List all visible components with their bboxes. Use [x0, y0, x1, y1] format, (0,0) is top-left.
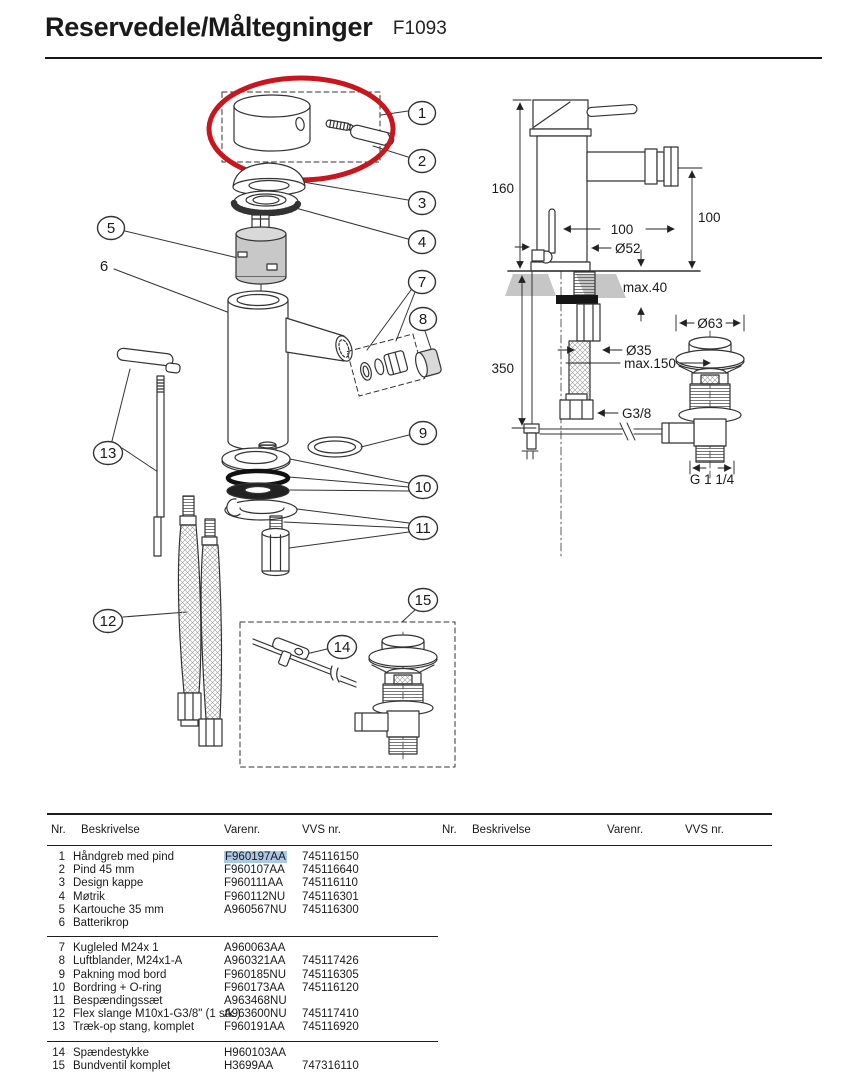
- cell-vvs: 745116301: [302, 890, 359, 903]
- col-header-nr: Nr.: [51, 824, 66, 836]
- svg-text:3: 3: [417, 195, 427, 212]
- cell-description: Luftblander, M24x1-A: [73, 955, 183, 968]
- svg-text:7: 7: [417, 274, 427, 291]
- cell-vvs: [302, 942, 438, 955]
- cell-description: Pind 45 mm: [73, 864, 135, 877]
- cell-vvs: 745117426: [302, 955, 359, 968]
- table-row: [51, 851, 438, 864]
- faucet-side-view: [508, 100, 700, 557]
- cell-vvs: 745116120: [302, 981, 359, 994]
- table-row: [51, 1008, 438, 1021]
- cell-description: Bundventil komplet: [73, 1059, 171, 1072]
- deck-shadow-left: [505, 274, 556, 296]
- cell-varenr: [224, 917, 294, 930]
- cell-description: Design kappe: [73, 877, 144, 890]
- table-header-left: [47, 815, 438, 845]
- dim-total-height: 160: [491, 181, 514, 196]
- callout-12: [94, 610, 123, 633]
- cell-vvs: 745116110: [302, 877, 358, 890]
- cell-nr: 11: [53, 995, 65, 1008]
- cell-nr: 7: [58, 942, 65, 955]
- cell-varenr: F960185NU: [224, 968, 287, 981]
- table-row: [51, 864, 438, 877]
- table-row: [51, 891, 438, 904]
- part-cartridge: [236, 215, 286, 298]
- table-header-row: [47, 815, 772, 846]
- cell-nr: 2: [58, 864, 65, 877]
- part-handle-knob: [234, 95, 310, 151]
- svg-text:4: 4: [417, 234, 427, 251]
- cell-description: Flex slange M10x1-G3/8" (1 stk.): [73, 1008, 241, 1021]
- page-title: Reservedele/Måltegninger: [45, 12, 373, 42]
- svg-text:12: 12: [99, 613, 117, 630]
- cell-description: Møtrik: [73, 890, 105, 903]
- svg-text:8: 8: [418, 311, 428, 328]
- cell-varenr: A960321AA: [224, 955, 286, 968]
- part-aerator-internals: [347, 334, 425, 396]
- cell-varenr: A960063AA: [224, 942, 286, 955]
- table-row: [51, 955, 438, 968]
- highlighted-part-number: F960197AA: [225, 851, 286, 863]
- cell-description: Kugleled M24x 1: [73, 942, 159, 955]
- svg-text:9: 9: [418, 425, 428, 442]
- cell-vvs: [302, 917, 438, 930]
- cell-vvs: 745117410: [302, 1008, 359, 1021]
- cell-nr: 1: [58, 851, 65, 863]
- table-header-right: [438, 815, 772, 845]
- part-mounting-set: [225, 499, 297, 576]
- cell-varenr: A960567NU: [224, 903, 287, 916]
- col-header-varenr: Varenr.: [607, 824, 644, 836]
- cell-vvs: 745116640: [302, 864, 359, 877]
- callout-8: [410, 308, 437, 331]
- svg-text:10: 10: [414, 479, 432, 496]
- table-row: [51, 1021, 438, 1034]
- cell-nr: 13: [52, 1021, 65, 1034]
- cell-nr: 15: [52, 1059, 65, 1072]
- svg-text:6: 6: [99, 258, 109, 275]
- cell-varenr: A963600NU: [224, 1008, 287, 1021]
- cell-vvs: 747316110: [302, 1059, 359, 1072]
- cell-nr: 6: [58, 917, 65, 930]
- callout-2: [409, 150, 436, 173]
- part-nut: [234, 191, 298, 213]
- cell-nr: 8: [58, 955, 65, 968]
- drain-valve-side-view: [662, 331, 744, 478]
- callout-11: [409, 517, 438, 540]
- part-ring-stack: [222, 448, 290, 499]
- cell-nr: 12: [52, 1008, 65, 1021]
- cell-varenr: [224, 851, 294, 864]
- callout-5: [98, 217, 125, 240]
- cell-vvs: 745116305: [302, 968, 359, 981]
- dim-valve-thread: G 1 1/4: [689, 472, 735, 487]
- model-code: F1093: [392, 18, 447, 39]
- callout-6: [100, 258, 108, 275]
- callout-13: [94, 442, 123, 465]
- svg-text:13: 13: [99, 445, 117, 462]
- cell-nr: 10: [52, 981, 65, 994]
- cell-description: Håndgreb med pind: [73, 851, 175, 863]
- table-row: [51, 1060, 438, 1073]
- table-row: [51, 904, 438, 917]
- cell-varenr: A963468NU: [224, 995, 287, 1008]
- cell-vvs: [302, 1047, 438, 1060]
- cell-varenr: H960103AA: [224, 1046, 287, 1059]
- callout-15: [409, 589, 438, 612]
- dim-deck-max: max.40: [622, 280, 668, 295]
- dim-projection: 100: [610, 222, 634, 237]
- cell-nr: 9: [58, 968, 65, 981]
- cell-varenr: F960107AA: [224, 864, 285, 877]
- svg-text:11: 11: [415, 520, 431, 537]
- parts-table-group: [47, 846, 438, 936]
- table-row: [51, 917, 438, 930]
- dim-body-dia: Ø52: [615, 241, 641, 256]
- part-aerator-cap: [413, 348, 442, 378]
- cell-varenr: H3699AA: [224, 1059, 274, 1072]
- table-row: [51, 995, 438, 1008]
- cell-description: Spændestykke: [73, 1046, 150, 1059]
- cell-varenr: F960112NU: [224, 890, 286, 903]
- parts-table-group: [47, 936, 438, 1040]
- table-row: [51, 877, 438, 890]
- cell-nr: 4: [58, 890, 65, 903]
- cell-varenr: F960173AA: [224, 981, 285, 994]
- cell-vvs: 745116150: [302, 851, 359, 863]
- svg-text:2: 2: [417, 153, 427, 170]
- cell-nr: 5: [58, 903, 65, 916]
- col-header-description: Beskrivelse: [472, 824, 531, 836]
- dim-valve-dia: Ø63: [697, 316, 723, 331]
- callout-3: [409, 192, 436, 215]
- cell-description: Bordring + O-ring: [73, 981, 162, 994]
- callout-1: [409, 102, 436, 125]
- cell-description: Træk-op stang, komplet: [73, 1021, 195, 1034]
- cell-vvs: 745116300: [302, 903, 359, 916]
- table-row: [51, 982, 438, 995]
- cell-description: Batterikrop: [73, 917, 129, 930]
- dim-under-height: 350: [491, 361, 514, 376]
- svg-text:15: 15: [414, 592, 432, 609]
- part-flex-hoses: [178, 496, 222, 746]
- col-header-vvs: VVS nr.: [302, 824, 341, 836]
- callout-14: [328, 636, 357, 659]
- col-header-varenr: Varenr.: [224, 824, 261, 836]
- cell-vvs: [302, 995, 438, 1008]
- parts-table: [47, 813, 772, 1079]
- part-tool: [116, 348, 182, 556]
- callout-7: [409, 271, 436, 294]
- svg-text:14: 14: [333, 639, 351, 656]
- dim-rod-max: max.150: [624, 356, 676, 371]
- cell-nr: 3: [58, 877, 65, 890]
- cell-description: Kartouche 35 mm: [73, 903, 164, 916]
- cell-vvs: 745116920: [302, 1021, 359, 1034]
- col-header-vvs: VVS nr.: [685, 824, 724, 836]
- callout-4: [409, 231, 436, 254]
- table-row: [51, 969, 438, 982]
- dim-spout-height: 100: [698, 210, 721, 225]
- dim-inlet-thread: G3/8: [622, 406, 652, 421]
- exploded-diagram: [94, 78, 456, 767]
- dim-shank-dia: Ø35: [626, 343, 652, 358]
- col-header-description: Beskrivelse: [81, 824, 140, 836]
- col-header-nr: Nr.: [442, 824, 457, 836]
- table-row: [51, 1047, 438, 1060]
- table-row: [51, 942, 438, 955]
- cell-description: Bespændingssæt: [73, 995, 163, 1008]
- cell-varenr: F960191AA: [224, 1021, 285, 1034]
- callout-10: [409, 476, 438, 499]
- parts-table-group: [47, 1041, 438, 1079]
- cell-description: Pakning mod bord: [73, 968, 167, 981]
- part-o-ring: [308, 437, 362, 457]
- svg-text:1: 1: [417, 105, 427, 122]
- dimension-drawing: [491, 100, 744, 557]
- callout-9: [410, 422, 437, 445]
- parts-table-groups: [47, 846, 438, 1079]
- cell-varenr: F960111AA: [224, 877, 284, 890]
- cell-nr: 14: [52, 1046, 65, 1059]
- svg-text:5: 5: [106, 220, 116, 237]
